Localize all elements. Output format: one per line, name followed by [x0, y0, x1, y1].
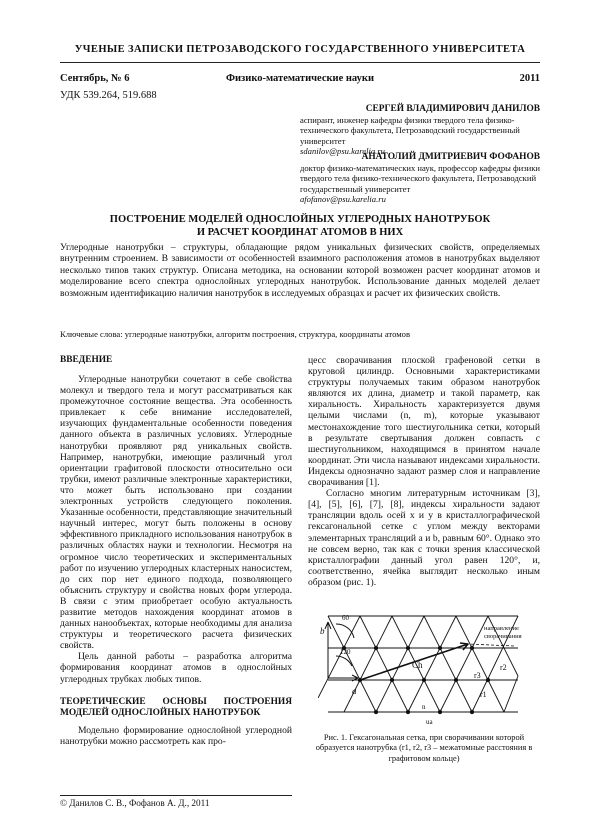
label-r2: r2: [500, 663, 507, 672]
author-block-1: [300, 104, 540, 157]
author-name: АНАТОЛИЙ ДМИТРИЕВИЧ ФОФАНОВ: [361, 152, 540, 162]
theory-heading: ТЕОРЕТИЧЕСКИЕ ОСНОВЫ ПОСТРОЕНИЯ МОДЕЛЕЙ ОДНОСЛОЙНЫХ НАНОТРУБОК: [60, 696, 292, 718]
right-paragraph-2: Согласно многим литературным источникам [3], [4], [5], [6], [7], [8], индексы хиральности задают трансляции вдоль осей x и y в кристаллографической гексагональной сетке с углом между векторами элементарных трансляций a и b, равным 60°. Однако это не совсем верно, так как с точки зрения классической кристаллографии данный угол равен 120°, и, соответственно, ячейка выглядит несколько иным образом (рис. 1).: [308, 488, 540, 588]
footnote-rule: [60, 795, 292, 796]
label-ua: ua: [426, 718, 433, 726]
header-rule: [60, 62, 540, 63]
intro-paragraph-2: Цель данной работы – разработка алгоритма формирования координат атомов в однослойных углеродных трубках любых типов.: [60, 651, 292, 685]
right-column: [308, 355, 540, 588]
figure-caption: Рис. 1. Гексагональная сетка, при сворачивании которой образуется нанотрубка (r1, r2, r3 – межатомные расстояния в графитовом кольце): [315, 733, 533, 763]
section-label: Физико-математические науки: [225, 73, 374, 84]
author-name: СЕРГЕЙ ВЛАДИМИРОВИЧ ДАНИЛОВ: [365, 104, 540, 114]
title-line-1: ПОСТРОЕНИЕ МОДЕЛЕЙ ОДНОСЛОЙНЫХ УГЛЕРОДНЫХ НАНОТРУБОК: [109, 214, 491, 225]
intro-heading: ВВЕДЕНИЕ: [60, 355, 113, 365]
label-r3: r3: [474, 671, 481, 680]
copyright: © Данилов С. В., Фофанов А. Д., 2011: [60, 798, 210, 808]
hexagonal-lattice-figure: [318, 598, 534, 726]
title-line-2: И РАСЧЕТ КООРДИНАТ АТОМОВ В НИХ: [196, 226, 404, 238]
keywords: Ключевые слова: углеродные нанотрубки, алгоритм построения, структура, координаты атомов: [60, 329, 410, 339]
journal-title: УЧЕНЫЕ ЗАПИСКИ ПЕТРОЗАВОДСКОГО ГОСУДАРСТВЕННОГО УНИВЕРСИТЕТА: [74, 44, 526, 55]
intro-paragraph-1: Углеродные нанотрубки сочетают в себе свойства молекул и твердого тела и могут рассматриваться как промежуточное состояние вещества. Эта особенность привлекает к себе внимание исследователей, изучающих фундаментальные особенности поведения данного объекта в различных условиях. Углеродные нанотрубки проявляют ряд уникальных свойств. Например, нанотрубки, имеющие различный угол ориентации графитовой плоскости относительно оси трубки, имеют различные электронные характеристики, что может быть использовано при создании электронных устройств следующего поколения. Указанные особенности, представляющие значительный научный интерес, могут быть положены в основу эффективного прикладного использования нанотрубок в различных областях науки и технологии. Несмотря на огромное число теоретических и экспериментальных работ по изучению углеродных кластерных наносистем, до сих пор нет единого подхода, позволяющего объяснить структуру и свойства новых форм углерода. В связи с этим приобретает особую актуальность развитие методов нахождения координат атомов в данных нанообъектах, которые необходимы для анализа структуры и теоретического расчета физических свойств.: [60, 374, 292, 652]
udk-code: УДК 539.264, 519.688: [60, 90, 157, 101]
author-email[interactable]: sdanilov@psu.karelia.ru: [300, 146, 385, 156]
year-label: 2011: [519, 73, 540, 84]
label-120: 120: [340, 648, 351, 656]
author-block-2: [300, 152, 540, 205]
issue-label: Сентябрь, № 6: [60, 73, 130, 84]
right-paragraph-1: цесс сворачивания плоской графеновой сетки в круговой цилиндр. Основными характеристиками структуры получаемых таким образом нанотрубок являются их длина, диаметр и такой параметр, как хиральность. Хиральность характеризуется двумя целыми числами (n, m), которые указывают местонахождение того шестиугольника сетки, который в результате свертывания должен совпасть с шестиугольником, находящимся в принятом начале координат. Эти числа называют индексами хиральности. Индексы однозначно задают размер слоя и направление сворачивания [1].: [308, 355, 540, 489]
label-60: 60: [342, 614, 349, 622]
left-column: [60, 355, 292, 747]
theory-paragraph-1: Модельно формирование однослойной углеродной нанотрубки можно рассмотреть как про-: [60, 724, 292, 747]
label-n: n: [422, 703, 426, 711]
author-affiliation: аспирант, инженер кафедры физики твердого тела физико-технического факультета, Петрозаводский государственный университет: [300, 114, 520, 146]
rolling-direction: [468, 644, 514, 646]
label-r1: r1: [480, 690, 487, 699]
label-direction-1: направление: [484, 625, 519, 632]
label-direction-2: сворачивания: [484, 633, 522, 640]
paper-title: [60, 214, 540, 239]
label-b: b: [320, 626, 325, 636]
abstract: Углеродные нанотрубки – структуры, обладающие рядом уникальных физических свойств, определяемых внутренним строением. В зависимости от особенностей взаимного расположения атомов в нанотрубках выделяют несколько типов таких структур. Описана методика, на основании которой возможен расчет координат атомов и моделирование всего спектра однослойных углеродных нанотрубок. Использование данных моделей делает возможным идентификацию наличия нанотрубок в исследуемых образцах и расчет их физических свойств.: [60, 242, 540, 299]
author-email[interactable]: afofanov@psu.karelia.ru: [300, 194, 386, 204]
label-ch: Ch: [412, 660, 423, 670]
label-a: a: [352, 686, 357, 696]
author-affiliation: доктор физико-математических наук, профессор кафедры физики твердого тела физико-технического факультета, Петрозаводский государственный университет: [300, 162, 540, 194]
